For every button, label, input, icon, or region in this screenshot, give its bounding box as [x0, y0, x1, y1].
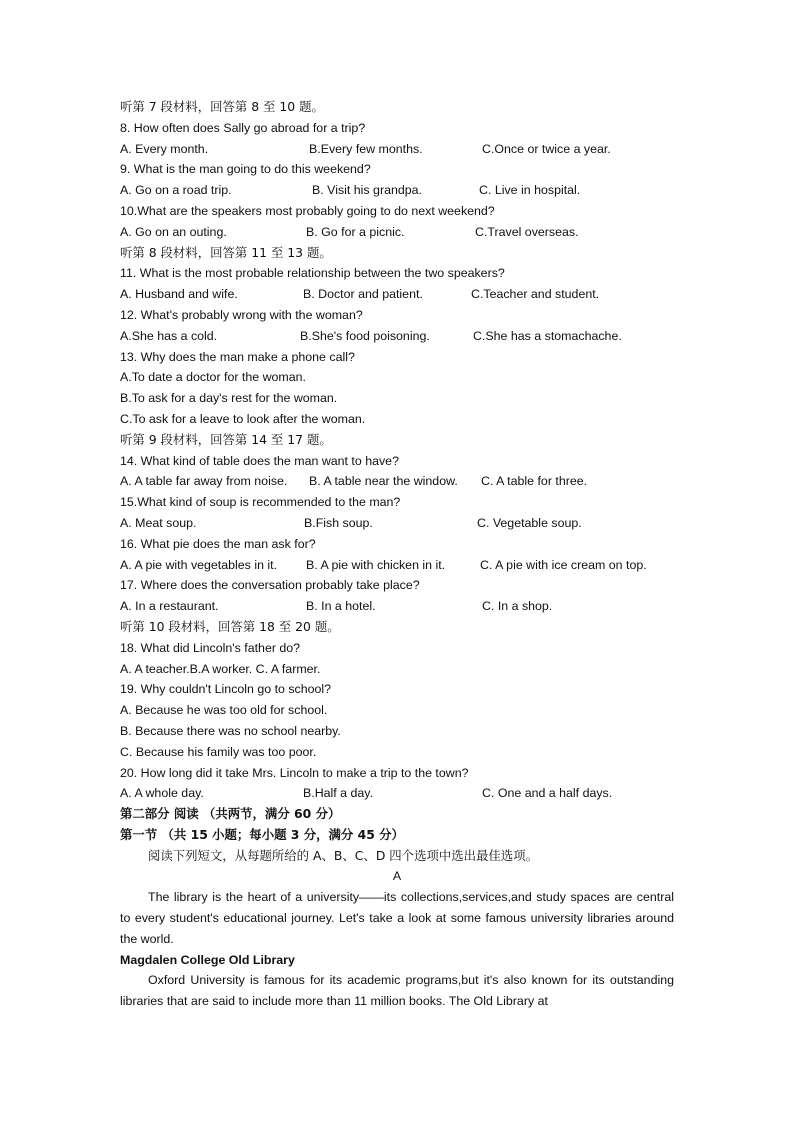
- options-inline: A. A teacher.B.A worker. C. A farmer.: [120, 661, 321, 676]
- listening-section-heading: 听第 9 段材料，回答第 14 至 17 题。: [120, 431, 332, 447]
- reading-instruction: 阅读下列短文，从每题所给的 A、B、C、D 四个选项中选出最佳选项。: [148, 847, 538, 863]
- question-stem: 18. What did Lincoln's father do?: [120, 640, 301, 655]
- option-a: A. Meat soup.: [120, 515, 197, 530]
- option-a: A.To date a doctor for the woman.: [120, 370, 306, 385]
- listening-section-heading: 听第 10 段材料，回答第 18 至 20 题。: [120, 618, 340, 634]
- options-row: [120, 139, 674, 160]
- option-b: B. In a hotel.: [306, 599, 376, 614]
- options-row: [120, 180, 674, 201]
- options-row: [120, 471, 674, 492]
- intro-paragraph: The library is the heart of a university——its collections,services,and study spaces are central to every student's educational journey. Let's take a look at some famous university libraries around the world.: [120, 890, 674, 946]
- option-a: A. Every month.: [120, 141, 209, 156]
- option-a: A. Husband and wife.: [120, 287, 238, 302]
- option-c: C.Once or twice a year.: [482, 141, 611, 156]
- question-stem: 9. What is the man going to do this weekend?: [120, 162, 371, 177]
- option-b: B. Because there was no school nearby.: [120, 723, 341, 738]
- option-b: B.Half a day.: [303, 786, 374, 801]
- question-stem: 16. What pie does the man ask for?: [120, 536, 316, 551]
- question-stem: 13. Why does the man make a phone call?: [120, 349, 355, 364]
- option-a: A. Go on a road trip.: [120, 183, 232, 198]
- option-b: B.Fish soup.: [304, 515, 373, 530]
- option-b: B. A pie with chicken in it.: [306, 557, 446, 572]
- section-title: 第一节 （共 15 小题；每小题 3 分，满分 45 分）: [120, 826, 404, 842]
- question-stem: 11. What is the most probable relationship between the two speakers?: [120, 266, 505, 281]
- passage-intro: [120, 887, 674, 949]
- listening-section-heading: 听第 8 段材料，回答第 11 至 13 题。: [120, 244, 332, 260]
- option-c: C.To ask for a leave to look after the woman.: [120, 411, 366, 426]
- option-b: B.She's food poisoning.: [300, 328, 430, 343]
- option-c: C.She has a stomachache.: [473, 328, 622, 343]
- option-b: B. Visit his grandpa.: [312, 183, 422, 198]
- question-stem: 15.What kind of soup is recommended to the man?: [120, 495, 401, 510]
- option-a: A. Because he was too old for school.: [120, 703, 328, 718]
- option-c: C. Because his family was too poor.: [120, 744, 317, 759]
- options-row: [120, 222, 674, 243]
- option-c: C. A table for three.: [481, 474, 588, 489]
- exam-content: [120, 97, 674, 1012]
- question-stem: 17. Where does the conversation probably take place?: [120, 578, 420, 593]
- options-row: [120, 513, 674, 534]
- option-a: A. Go on an outing.: [120, 224, 227, 239]
- question-stem: 8. How often does Sally go abroad for a trip?: [120, 120, 366, 135]
- question-stem: 12. What's probably wrong with the woman?: [120, 307, 363, 322]
- question-stem: 14. What kind of table does the man want to have?: [120, 453, 399, 468]
- body-paragraph: Oxford University is famous for its academic programs,but it's also known for its outstanding libraries that are said to include more than 11 million books. The Old Library at: [120, 973, 674, 1009]
- option-a: A. In a restaurant.: [120, 599, 219, 614]
- passage-body: [120, 970, 674, 1012]
- option-b: B.Every few months.: [309, 141, 423, 156]
- question-stem: 20. How long did it take Mrs. Lincoln to make a trip to the town?: [120, 765, 469, 780]
- library-subheading: Magdalen College Old Library: [120, 952, 295, 967]
- option-c: C. A pie with ice cream on top.: [480, 557, 647, 572]
- options-row: [120, 284, 674, 305]
- option-b: B. A table near the window.: [309, 474, 458, 489]
- options-row: [120, 596, 674, 617]
- option-c: C. Vegetable soup.: [477, 515, 582, 530]
- option-b: B. Doctor and patient.: [303, 287, 423, 302]
- options-row: [120, 783, 674, 804]
- options-row: [120, 326, 674, 347]
- listening-section-heading: 听第 7 段材料，回答第 8 至 10 题。: [120, 99, 324, 114]
- part-title: 第二部分 阅读 （共两节，满分 60 分）: [120, 806, 341, 822]
- option-a: A.She has a cold.: [120, 328, 218, 343]
- option-b: B.To ask for a day's rest for the woman.: [120, 391, 338, 406]
- question-stem: 10.What are the speakers most probably going to do next weekend?: [120, 203, 495, 218]
- option-c: C.Travel overseas.: [475, 224, 579, 239]
- option-c: C. In a shop.: [482, 599, 553, 614]
- option-b: B. Go for a picnic.: [306, 224, 405, 239]
- options-row: [120, 555, 674, 576]
- option-c: C. Live in hospital.: [479, 183, 581, 198]
- option-c: C. One and a half days.: [482, 786, 613, 801]
- option-a: A. A whole day.: [120, 786, 204, 801]
- question-stem: 19. Why couldn't Lincoln go to school?: [120, 682, 332, 697]
- option-a: A. A table far away from noise.: [120, 474, 288, 489]
- passage-label: A: [392, 869, 402, 884]
- option-c: C.Teacher and student.: [471, 287, 600, 302]
- option-a: A. A pie with vegetables in it.: [120, 557, 278, 572]
